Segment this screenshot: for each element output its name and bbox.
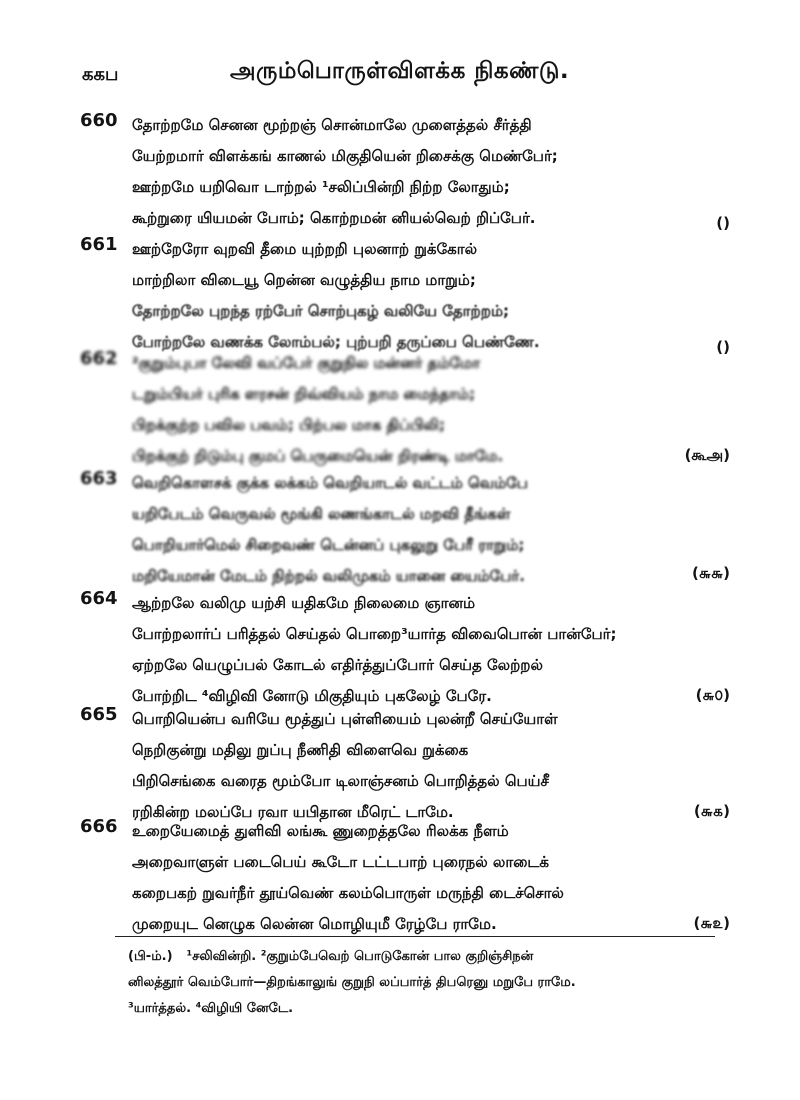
verse-661: [80, 234, 740, 358]
verse-line: பொறியென்ப வரியே மூத்துப் புள்ளியைம் புலன்றீ செய்யோள்: [132, 710, 558, 728]
verse-marker: (௬௨): [693, 914, 730, 932]
verse-line: போற்றலே வணக்க லோம்பல்; புற்பறி தருப்பை பெண்ணே.: [132, 333, 540, 351]
footnote-line: [128, 944, 748, 970]
verse-lines: [132, 110, 732, 234]
verse-line: கறைபகற் றுவர்நீர் தூய்வெண் கலம்பொருள் மருந்தி டைச்சொல்: [132, 884, 564, 902]
verse-number: 660: [80, 110, 118, 131]
verse-line: முறையுட னெழுக லென்ன மொழியுமீ ரேழ்பே ராமே.: [132, 915, 497, 933]
footnote-line: னிலத்தூர் வெம்போர்—திறங்காலுங் குறுநி லப்பார்த் திபரெனு மறுபே ராமே.: [128, 975, 576, 990]
verse-664: [80, 588, 740, 708]
page-header: [80, 58, 720, 94]
verse-line: வெறிகொளசக் குக்க லக்கம் வெறியாடல் வட்டம் வெம்பே: [132, 474, 528, 492]
page-number: ககப: [82, 64, 119, 85]
page-title: அரும்பொருள்விளக்க நிகண்டு.: [230, 58, 570, 84]
footnote-label: (பி-ம்.): [128, 949, 173, 964]
verse-lines: [132, 234, 732, 358]
footnotes: [128, 944, 748, 1022]
verse-marker: (கூஅ): [684, 446, 730, 464]
verse-line: போற்றிட ⁴விழிவி னோடு மிகுதியும் புகலேழ் பேரே.: [132, 687, 492, 705]
verse-number: 663: [80, 468, 118, 489]
verse-number: 661: [80, 234, 118, 255]
verse-lines: [132, 468, 732, 592]
verse-marker: (௬௦): [695, 686, 730, 704]
footnote-line: ³யார்த்தல். ⁴விழியி னேடே.: [128, 1001, 294, 1016]
verse-line: யேற்றமார் விளக்கங் காணல் மிகுதியென் றிசைக்கு மெண்பேர்;: [132, 147, 558, 165]
verse-line: உறையேமைத் துளிவி லங்கூ ணுறைத்தலே ரிலக்க நீளம்: [132, 822, 509, 840]
verse-lines: [132, 816, 732, 940]
verse-665: [80, 704, 740, 824]
verse-number: 666: [80, 816, 118, 837]
verse-lines: [132, 348, 732, 472]
verse-line: கூற்றுரை யியமன் போம்; கொற்றமன் னியல்வெற் றிப்பேர்.: [132, 209, 536, 227]
verse-line: டறும்பியர் புரிக ளரசன் றிவ்வியம் நாம மைந்தாம்;: [132, 385, 476, 403]
verse-line: போற்றலார்ப் பரித்தல் செய்தல் பொறை³யார்த விவைபொன் பான்பேர்;: [132, 625, 617, 643]
verse-line: ஊற்றமே யறிவொ டாற்றல் ¹சலிப்பின்றி நிற்ற லோதும்;: [132, 178, 510, 196]
verse-666: [80, 816, 740, 936]
footnote-divider: [115, 936, 715, 937]
verse-marker: (): [716, 214, 730, 232]
verse-line: மாற்றிலா விடையூ றென்ன வழுத்திய நாம மாறும்;: [132, 271, 476, 289]
verse-marker: (௬௧): [693, 802, 730, 820]
verse-line: ஏற்றலே யெழுப்பல் கோடல் எதிர்த்துப்போர் செய்த லேற்றல்: [132, 656, 543, 674]
verse-line: ஊற்றேரோ வுறவி தீமை யுற்றறி புலனாற் றுக்கோல்: [132, 240, 478, 258]
verse-marker: (௬௬): [692, 564, 730, 582]
verse-663: [80, 468, 740, 586]
verse-line: அறைவாளுள் படைபெய் கூடோ டட்டபாற் புரைநல் லாடைக்: [132, 853, 549, 871]
verse-line: ²குறும்புபா லேவி வப்பேர் குறுநில மன்னர் தம்மோ: [132, 354, 481, 372]
verse-line: பிறிசெங்கை வரைத மூம்போ டிலாஞ்சனம் பொறித்தல் பெய்சீ: [132, 772, 549, 790]
verse-line: தோற்றலே புறந்த ரற்பேர் சொற்புகழ் வலியே தோற்றம்;: [132, 302, 510, 320]
verse-line: நெறிகுன்று மதிலு றுப்பு நீணிதி விளைவெ றுக்கை: [132, 741, 469, 759]
verse-line: தோற்றமே செனன மூற்றஞ் சொன்மாலே முளைத்தல் சீர்த்தி: [132, 116, 532, 134]
verse-number: 665: [80, 704, 118, 725]
verse-line: மறியேமான் மேடம் நிற்றல் வலிமுகம் யானை யைம்பேர்.: [132, 567, 525, 585]
verse-lines: [132, 704, 732, 828]
verse-lines: [132, 588, 732, 712]
verse-line: ரறிகின்ற மலப்பே ரவா யபிதான மீரெட் டாமே.: [132, 803, 454, 821]
verse-number: 664: [80, 588, 118, 609]
verse-line: பொறியார்மெல் சிறைவண் டென்னப் புகலுறு பேரீ ராறும்;: [132, 536, 525, 554]
verse-660: [80, 110, 740, 234]
verse-line: யறிபேடம் வெருவல் மூங்கி லணங்காடல் மறவி தீங்கள்: [132, 505, 511, 523]
verse-line: பிறக்குற்ற பவில பவம்; பிற்பல மாக திப்பிலி;: [132, 416, 445, 434]
verse-662: [80, 348, 740, 468]
verse-number: 662: [80, 348, 118, 369]
verse-line: பிறக்குற் றிடும்பு குமப் பெருமையென் றிரண்டி மாமே.: [132, 447, 504, 465]
footnote-text: ¹சலிவின்றி. ²குறும்பேவெற் பொடுகோன் பால குறிஞ்சிநன்: [186, 949, 534, 964]
verse-line: ஆற்றலே வலிமு யற்சி யதிகமே நிலைமை ஞானம்: [132, 594, 476, 612]
verse-marker: (): [716, 338, 730, 356]
